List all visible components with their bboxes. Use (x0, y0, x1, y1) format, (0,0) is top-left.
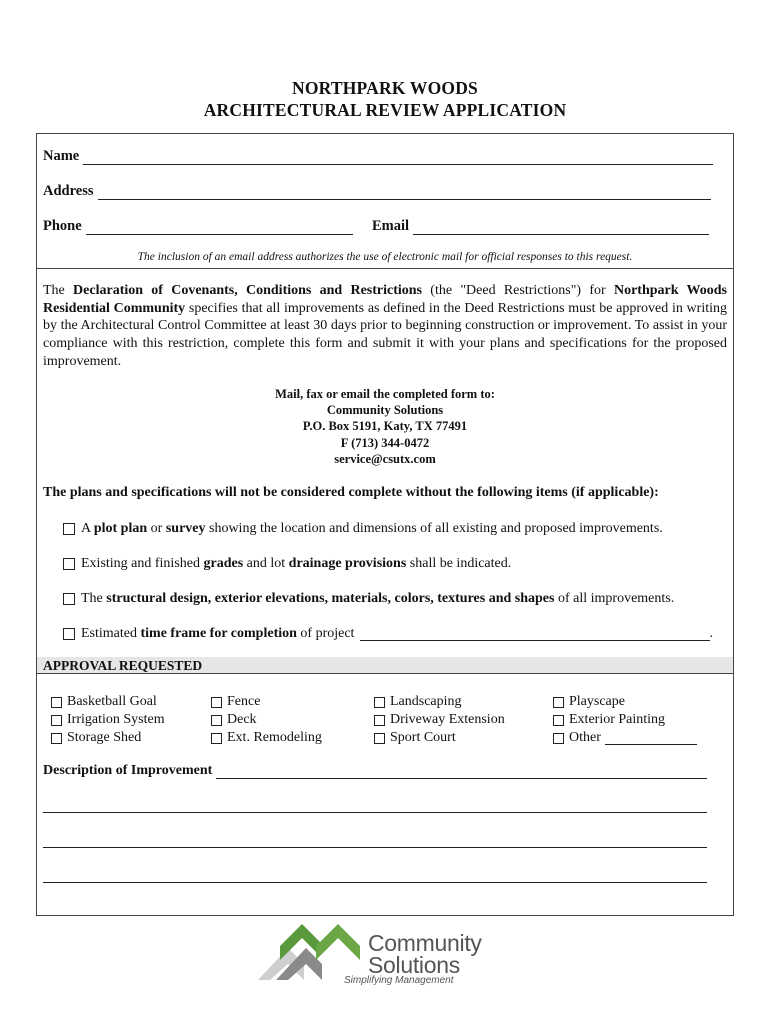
checkbox[interactable] (553, 715, 564, 726)
req-text: The structural design, exterior elevations, materials, colors, textures and shapes of all improvements. (81, 591, 675, 606)
intro-paragraph (43, 282, 727, 371)
name-field[interactable] (43, 148, 713, 165)
address-line[interactable] (98, 185, 712, 200)
checkbox[interactable] (553, 697, 564, 708)
phone-label: Phone (43, 218, 82, 234)
option-label: Landscaping (390, 694, 462, 709)
description-line-2[interactable] (43, 812, 707, 813)
option-label: Storage Shed (67, 730, 142, 745)
option-label: Fence (227, 694, 261, 709)
description-field[interactable] (43, 763, 707, 779)
intro-text: (the "Deed Restrictions") for (422, 283, 614, 298)
mail-instruction: Mail, fax or email the completed form to: (275, 387, 495, 401)
option-label: Playscape (569, 694, 625, 709)
option-playscape[interactable] (553, 694, 625, 710)
approval-section (36, 657, 734, 916)
option-sport-court[interactable] (374, 730, 456, 746)
address-label: Address (43, 183, 94, 199)
logo-mark-icon (258, 922, 368, 982)
mail-address: P.O. Box 5191, Katy, TX 77491 (302, 419, 468, 434)
option-label: Sport Court (390, 730, 456, 745)
other-line[interactable] (605, 732, 697, 745)
option-fence[interactable] (211, 694, 260, 710)
contact-section (36, 133, 734, 269)
checkbox[interactable] (51, 715, 62, 726)
option-storage-shed[interactable] (51, 730, 141, 746)
checkbox[interactable] (211, 733, 222, 744)
logo-tagline: Simplifying Management (344, 975, 454, 986)
mail-company: Community Solutions (326, 403, 444, 418)
req-text: A plot plan or survey showing the location and dimensions of all existing and proposed improvements. (81, 521, 663, 536)
option-driveway-extension[interactable] (374, 712, 505, 728)
period: . (709, 626, 713, 641)
option-ext-remodeling[interactable] (211, 730, 322, 746)
approval-heading: APPROVAL REQUESTED (37, 657, 733, 674)
checkbox[interactable] (211, 697, 222, 708)
intro-text: specifies that all improvements as defined in the Deed Restrictions must be approved in writing by the Architectural Control Committee at least 30 days prior to beginning construction or improvement. To assist in your compliance with this restriction, complete this form and submit it with your plans and specifications for the proposed improvement. (43, 300, 727, 369)
mail-fax: F (713) 344-0472 (340, 435, 430, 450)
intro-bold-community: Northpark Woods Residential Community (43, 283, 728, 316)
name-label: Name (43, 148, 80, 164)
checkbox[interactable] (63, 558, 75, 570)
checkbox[interactable] (51, 697, 62, 708)
time-frame-line[interactable] (360, 628, 709, 641)
email-line[interactable] (413, 220, 709, 235)
checkbox[interactable] (63, 523, 75, 535)
option-exterior-painting[interactable] (553, 712, 665, 728)
logo-text-solutions: Solutions (368, 952, 460, 978)
name-line[interactable] (83, 150, 713, 165)
checkbox[interactable] (51, 733, 62, 744)
option-label: Deck (227, 712, 257, 727)
phone-field[interactable] (43, 218, 353, 235)
checkbox[interactable] (374, 733, 385, 744)
req-plot-plan[interactable] (63, 521, 663, 537)
checkbox[interactable] (374, 715, 385, 726)
option-irrigation-system[interactable] (51, 712, 165, 728)
form-subtitle: ARCHITECTURAL REVIEW APPLICATION (203, 100, 567, 120)
option-label: Irrigation System (67, 712, 165, 727)
description-label: Description of Improvement (43, 763, 213, 778)
description-line-3[interactable] (43, 847, 707, 848)
checkbox[interactable] (553, 733, 564, 744)
checkbox[interactable] (374, 697, 385, 708)
option-other[interactable] (553, 730, 697, 746)
checkbox[interactable] (63, 628, 75, 640)
requirements-heading: The plans and specifications will not be considered complete without the following items (if applicable): (43, 485, 659, 500)
option-basketball-goal[interactable] (51, 694, 157, 710)
req-grades[interactable] (63, 556, 511, 572)
option-label: Basketball Goal (67, 694, 157, 709)
logo-text-community: Community (368, 930, 482, 956)
form-title: NORTHPARK WOODS (292, 78, 478, 98)
option-landscaping[interactable] (374, 694, 462, 710)
address-field[interactable] (43, 183, 711, 200)
mail-email: service@csutx.com (334, 451, 436, 466)
option-label: Driveway Extension (390, 712, 505, 727)
option-label: Other (569, 730, 601, 745)
option-label: Ext. Remodeling (227, 730, 322, 745)
option-deck[interactable] (211, 712, 257, 728)
intro-bold-declaration: Declaration of Covenants, Conditions and Restrictions (73, 283, 423, 298)
description-line[interactable] (216, 764, 707, 779)
email-note: The inclusion of an email address authorizes the use of electronic mail for official responses to this request. (137, 251, 633, 263)
checkbox[interactable] (211, 715, 222, 726)
company-logo (258, 922, 508, 992)
logo-shape-green-right (316, 924, 360, 960)
email-label: Email (372, 218, 410, 234)
req-structural[interactable] (63, 591, 674, 607)
email-field[interactable] (372, 218, 709, 235)
req-text: Existing and finished grades and lot drainage provisions shall be indicated. (81, 556, 512, 571)
mailing-info (37, 386, 733, 467)
phone-line[interactable] (86, 220, 353, 235)
req-text: Estimated time frame for completion of project (81, 626, 355, 641)
intro-text: The (43, 283, 74, 298)
req-time-frame[interactable] (63, 626, 713, 642)
option-label: Exterior Painting (569, 712, 666, 727)
description-line-4[interactable] (43, 882, 707, 883)
checkbox[interactable] (63, 593, 75, 605)
instructions-section (36, 268, 734, 658)
